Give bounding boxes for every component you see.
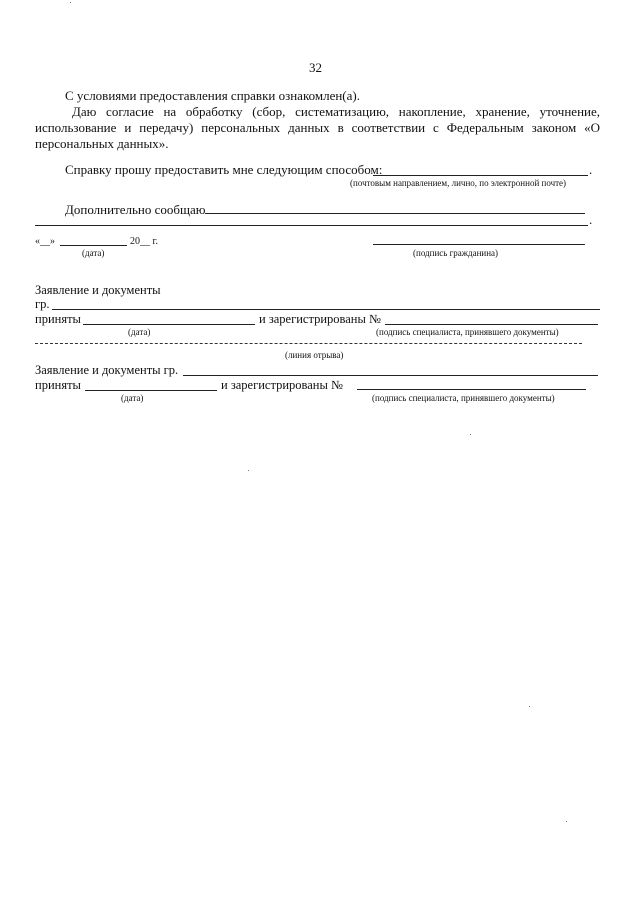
date-month-field[interactable]	[60, 245, 127, 246]
scan-speck	[248, 470, 249, 471]
consent-paragraph: Даю согласие на обработку (сбор, систематизацию, накопление, хранение, уточнение, использование и передачу) персональных данных в соответствии с Федеральным законом «О персональных данных».	[35, 104, 600, 151]
citizen-signature-caption: (подпись гражданина)	[413, 248, 499, 258]
citizen-signature-field[interactable]	[373, 244, 585, 245]
page-number: 32	[309, 60, 322, 75]
delivery-caption: (почтовым направлением, лично, по электронной почте)	[350, 178, 567, 188]
receipt2-date-field[interactable]	[85, 390, 217, 391]
receipt2-signature-caption: (подпись специалиста, принявшего документы)	[372, 393, 555, 403]
scan-speck	[529, 706, 530, 707]
receipt2-number-field[interactable]	[357, 389, 586, 390]
receipt2-name-field[interactable]	[183, 375, 598, 376]
tear-line-caption: (линия отрыва)	[285, 350, 344, 360]
delivery-label: Справку прошу предоставить мне следующим способом:	[65, 162, 383, 177]
delivery-end-mark: .	[589, 162, 593, 177]
date-quote: «__»	[35, 236, 55, 247]
additional-label: Дополнительно сообщаю	[65, 202, 206, 217]
receipt1-gr-label: гр.	[35, 297, 50, 311]
receipt1-name-field[interactable]	[52, 309, 600, 310]
date-caption: (дата)	[82, 248, 105, 258]
date-year: 20__ г.	[130, 236, 158, 247]
receipt1-signature-caption: (подпись специалиста, принявшего документы)	[376, 327, 559, 337]
receipt2-registered-label: и зарегистрированы №	[221, 378, 343, 392]
receipt2-title: Заявление и документы гр.	[35, 363, 179, 377]
scan-speck	[470, 434, 471, 435]
receipt2-accepted-label: приняты	[35, 378, 81, 392]
consent-acknowledgement: С условиями предоставления справки ознакомлен(а).	[65, 88, 360, 103]
additional-field-line2[interactable]	[35, 225, 588, 226]
additional-field-line1[interactable]	[205, 213, 585, 214]
receipt1-accepted-label: приняты	[35, 312, 81, 326]
receipt1-date-caption: (дата)	[128, 327, 151, 337]
delivery-method-field[interactable]	[373, 175, 588, 176]
receipt2-date-caption: (дата)	[121, 393, 144, 403]
receipt1-number-field[interactable]	[385, 324, 598, 325]
receipt1-title: Заявление и документы	[35, 283, 161, 297]
tear-line	[35, 343, 582, 344]
additional-end-mark: .	[589, 212, 593, 227]
scan-speck	[566, 821, 567, 822]
scan-speck	[70, 2, 71, 3]
receipt1-date-field[interactable]	[83, 324, 255, 325]
receipt1-registered-label: и зарегистрированы №	[259, 312, 381, 326]
